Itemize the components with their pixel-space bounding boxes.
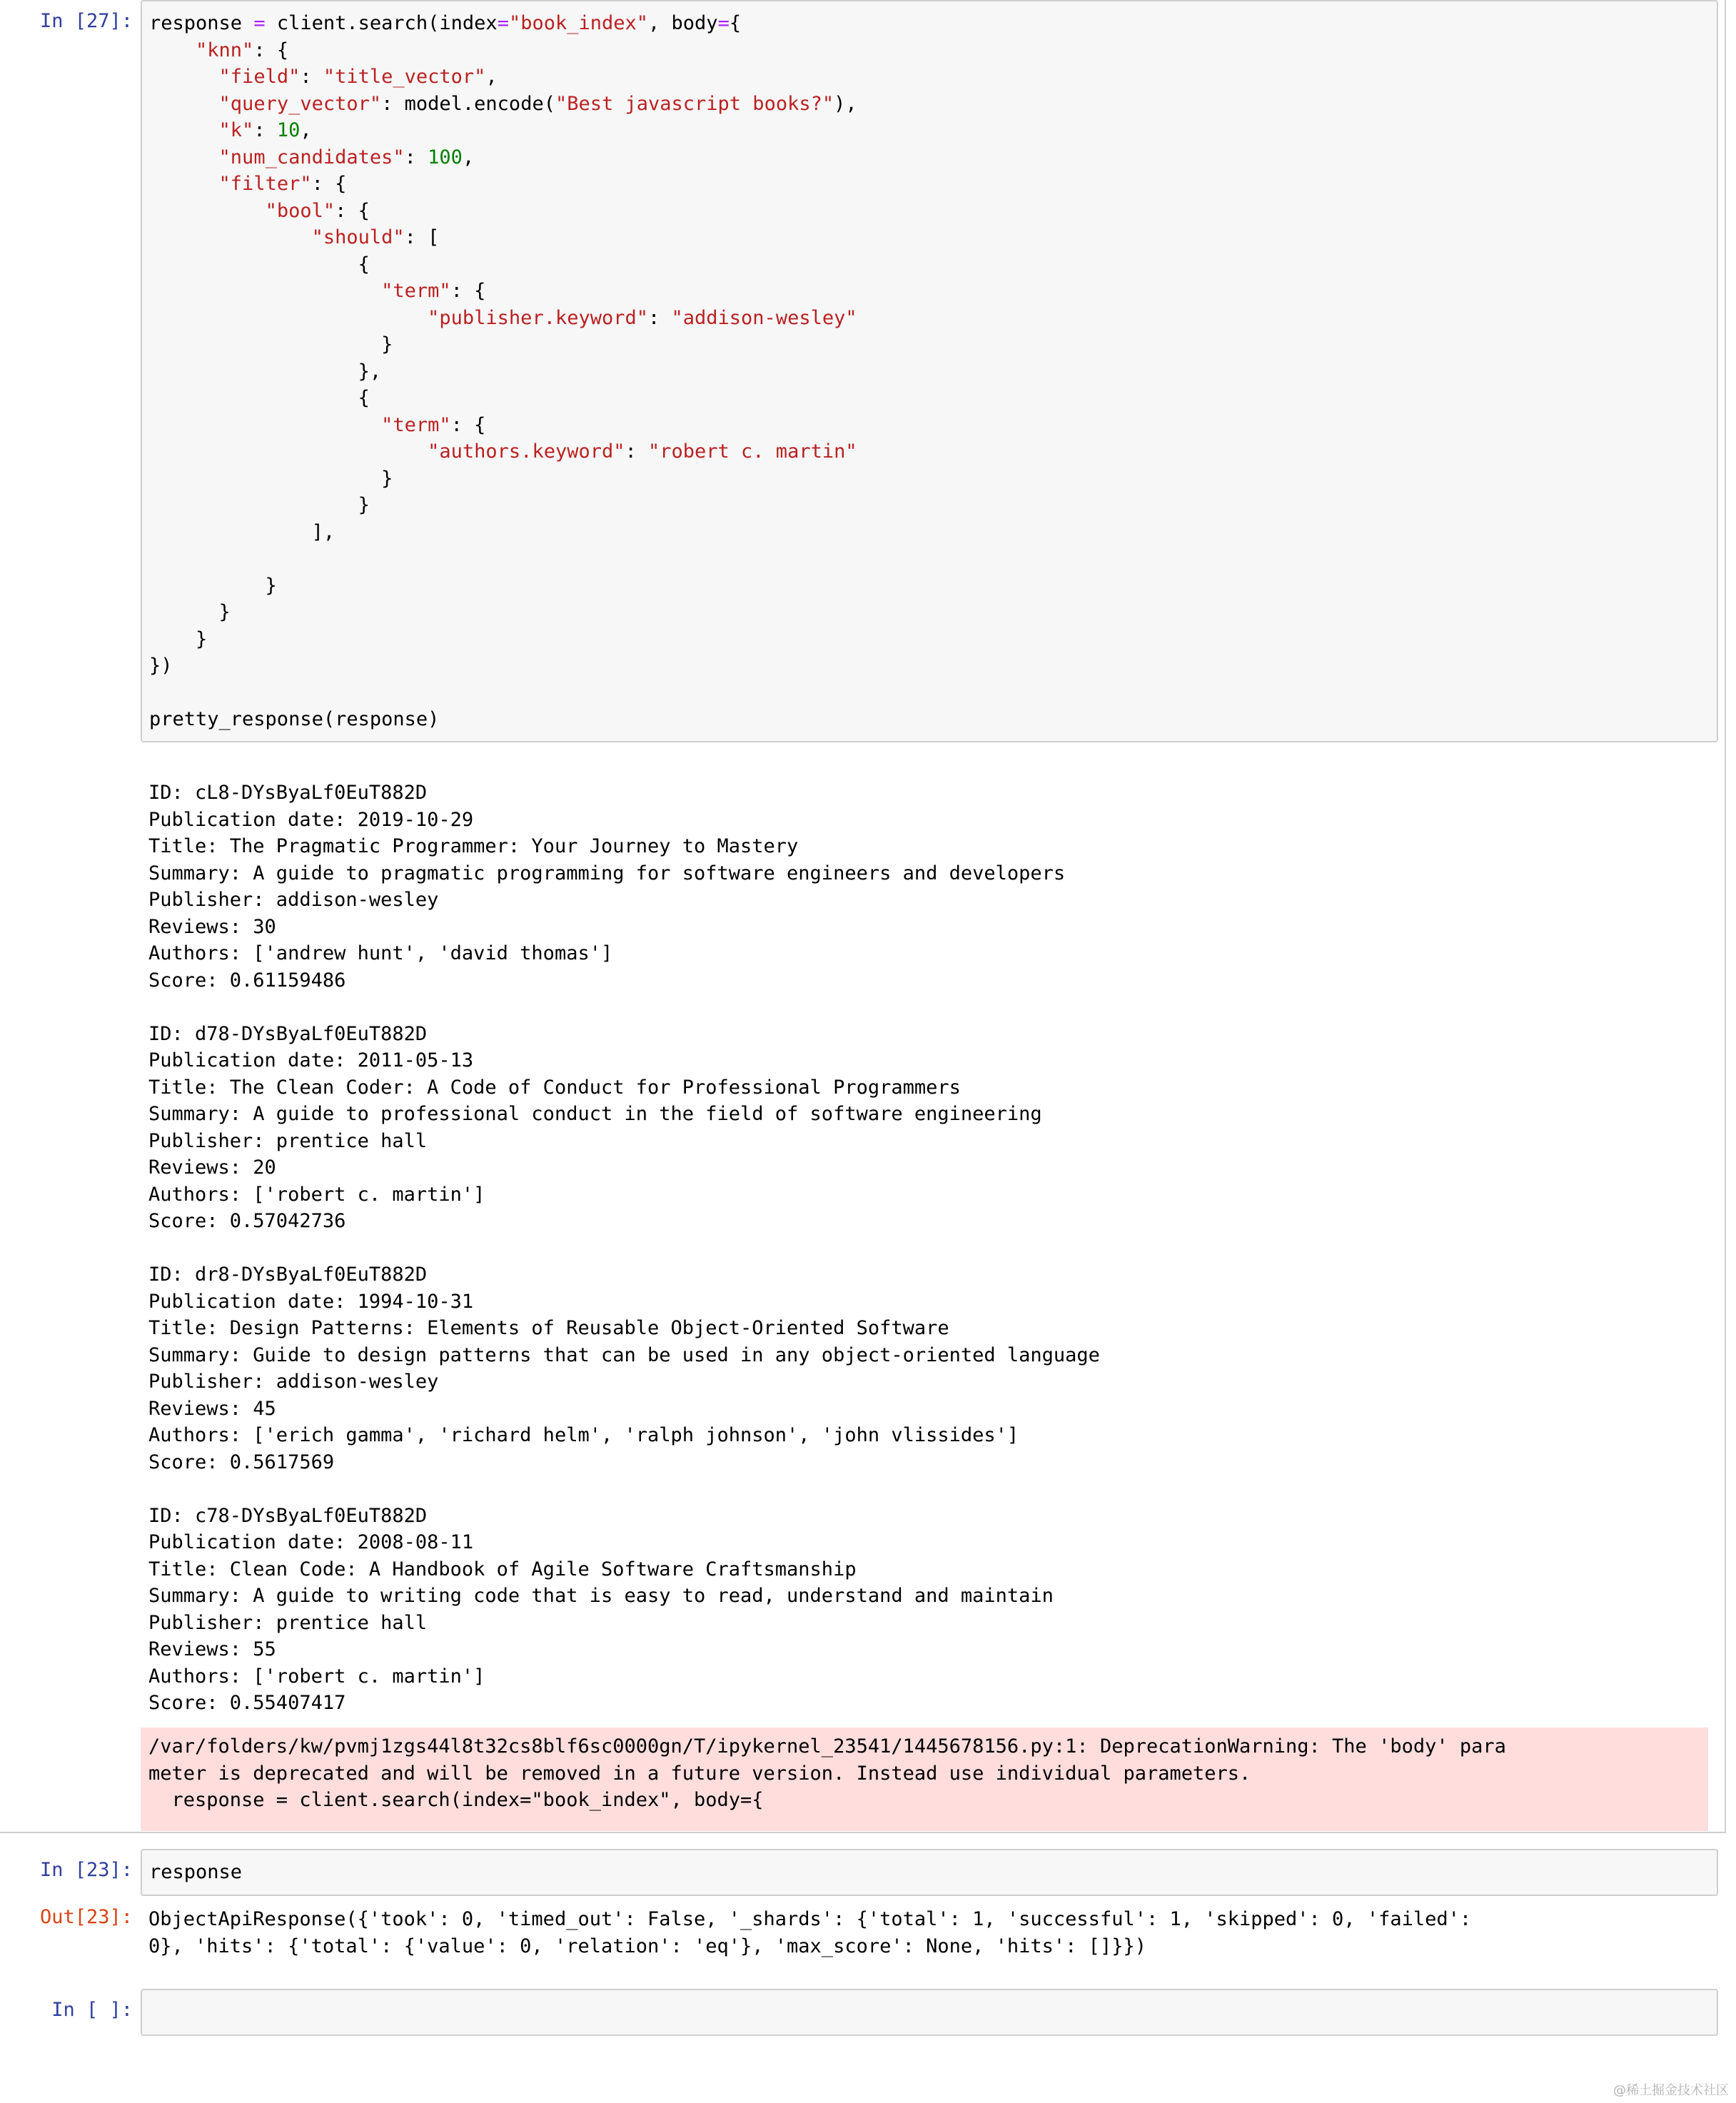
code-text[interactable]	[142, 1990, 1717, 1999]
input-prompt: In [ ]:	[51, 1999, 133, 2021]
input-prompt: In [23]:	[39, 1859, 133, 1881]
execute-result: ObjectApiResponse({'took': 0, 'timed_out': False, '_shards': {'total': 1, 'successful': 1, 'skipped': 0, 'failed': 0}, 'hits': {'total': {'value': 0, 'relation': 'eq'}, 'max_score': None, 'hits': []}})	[148, 1908, 1472, 1957]
watermark: @稀土掘金技术社区	[1613, 2083, 1729, 2098]
code-editor[interactable]	[141, 1989, 1718, 2036]
code-text[interactable]: response = client.search(index="book_index", body={ "knn": { "field": "title_vector", "query_vector": model.encode("Best javascript books?"), "k": 10, "num_candidates": 100, "filter": { "bool": { "should": [ { "term": { "publisher.keyword": "addison-wesley" } }, { "term": { "authors.keyword": "robert c. martin" } } ], } } } }) pretty_response(response)	[149, 12, 857, 730]
stdout-output: ID: cL8-DYsByaLf0EuT882D Publication date: 2019-10-29 Title: The Pragmatic Programmer: Your Journey to Mastery Summary: A guide to pragmatic programming for software engineers and developers Publisher: addison-wesley Reviews: 30 Authors: ['andrew hunt', 'david thomas'] Score: 0.61159486 ID: d78-DYsByaLf0EuT882D Publication date: 2011-05-13 Title: The Clean Coder: A Code of Conduct for Professional Programmers Summary: A guide to professional conduct in the field of software engineering Publisher: prentice hall Reviews: 20 Authors: ['robert c. martin'] Score: 0.57042736 ID: dr8-DYsByaLf0EuT882D Publication date: 1994-10-31 Title: Design Patterns: Elements of Reusable Object-Oriented Software Summary: Guide to design patterns that can be used in any object-oriented language Publisher: addison-wesley Reviews: 45 Authors: ['erich gamma', 'richard helm', 'ralph johnson', 'john vlissides'] Score: 0.5617569 ID: c78-DYsByaLf0EuT882D Publication date: 2008-08-11 Title: Clean Code: A Handbook of Agile Software Craftsmanship Summary: A guide to writing code that is easy to read, understand and maintain Publisher: prentice hall Reviews: 55 Authors: ['robert c. martin'] Score: 0.55407417	[148, 782, 1100, 1714]
stderr-warning	[141, 1728, 1708, 1831]
warning-text: /var/folders/kw/pvmj1zgs44l8t32cs8blf6sc0000gn/T/ipykernel_23541/1445678156.py:1: DeprecationWarning: The 'body' para meter is deprecated and will be removed in a future version. Instead use individual parameters. response = client.search(index="book_index", body={	[148, 1735, 1506, 1811]
code-editor[interactable]	[141, 1849, 1718, 1896]
input-prompt: In [27]:	[39, 10, 133, 32]
code-editor[interactable]	[141, 0, 1718, 742]
output-prompt: Out[23]:	[39, 1906, 133, 1928]
code-text[interactable]: response	[149, 1861, 243, 1883]
